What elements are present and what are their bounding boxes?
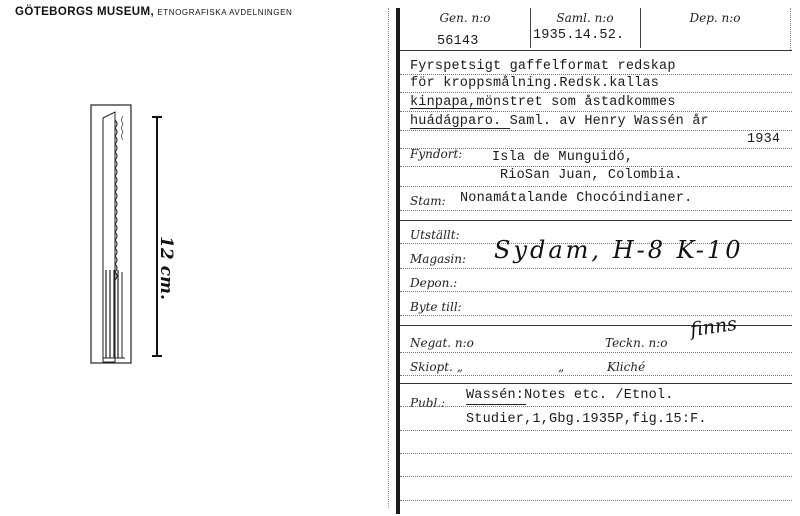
publ-line: Wassén:Notes etc. /Etnol. [466, 388, 674, 403]
gen-no-label: Gen. n:o [439, 11, 491, 25]
card-fold-line [388, 8, 389, 508]
description-line: kinpapa,mönstret som åstadkommes [410, 95, 676, 110]
measure-tick-top [152, 116, 162, 118]
description-line: Fyrspetsigt gaffelformat redskap [410, 59, 676, 74]
size-note: 12 cm. [155, 236, 176, 300]
magasin-value: Sydam, H-8 K-10 [494, 236, 744, 264]
teckn-label: Teckn. n:o [605, 336, 668, 350]
kliche-label: Kliché [607, 360, 646, 374]
publ-label: Publ.: [410, 396, 446, 410]
utstallt-label: Utställt: [410, 228, 460, 242]
teckn-value: finns [688, 312, 739, 342]
byte-label: Byte till: [410, 300, 462, 314]
stam-value: Nonamátalande Chocóindianer. [460, 191, 693, 206]
fyndort-line: RioSan Juan, Colombia. [500, 168, 683, 183]
fyndort-line: Isla de Munguidó, [492, 150, 634, 165]
card-left-border [396, 8, 400, 514]
description-line: huádágparo. Saml. av Henry Wassén år [410, 114, 709, 129]
department-name: ETNOGRAFISKA AVDELNINGEN [157, 8, 293, 17]
publ-line: Studier,1,Gbg.1935P,fig.15:F. [466, 412, 707, 427]
negat-label: Negat. n:o [410, 336, 474, 350]
gen-no-value: 56143 [437, 34, 479, 49]
description-line: 1934 [747, 132, 781, 147]
description-line: för kroppsmålning.Redsk.kallas [410, 76, 660, 91]
museum-name: GÖTEBORGS MUSEUM, [15, 6, 155, 18]
saml-no-label: Saml. n:o [556, 11, 614, 25]
saml-no-value: 1935.14.52. [533, 28, 625, 43]
kliche-mark: „ [558, 360, 565, 374]
depon-label: Depon.: [410, 276, 458, 290]
stam-label: Stam: [410, 194, 446, 208]
museum-header [15, 6, 292, 18]
underline-kinpapa [410, 108, 492, 109]
measure-tick-bottom [152, 355, 162, 357]
magasin-label: Magasin: [410, 252, 467, 266]
underline-wassen [466, 404, 526, 405]
artifact-outline [91, 105, 131, 363]
fyndort-label: Fyndort: [410, 147, 463, 161]
underline-huadagparo [410, 128, 510, 129]
skiopt-label: Skiopt. „ [410, 360, 463, 374]
dep-no-label: Dep. n:o [689, 11, 741, 25]
artifact-drawing [85, 100, 145, 370]
